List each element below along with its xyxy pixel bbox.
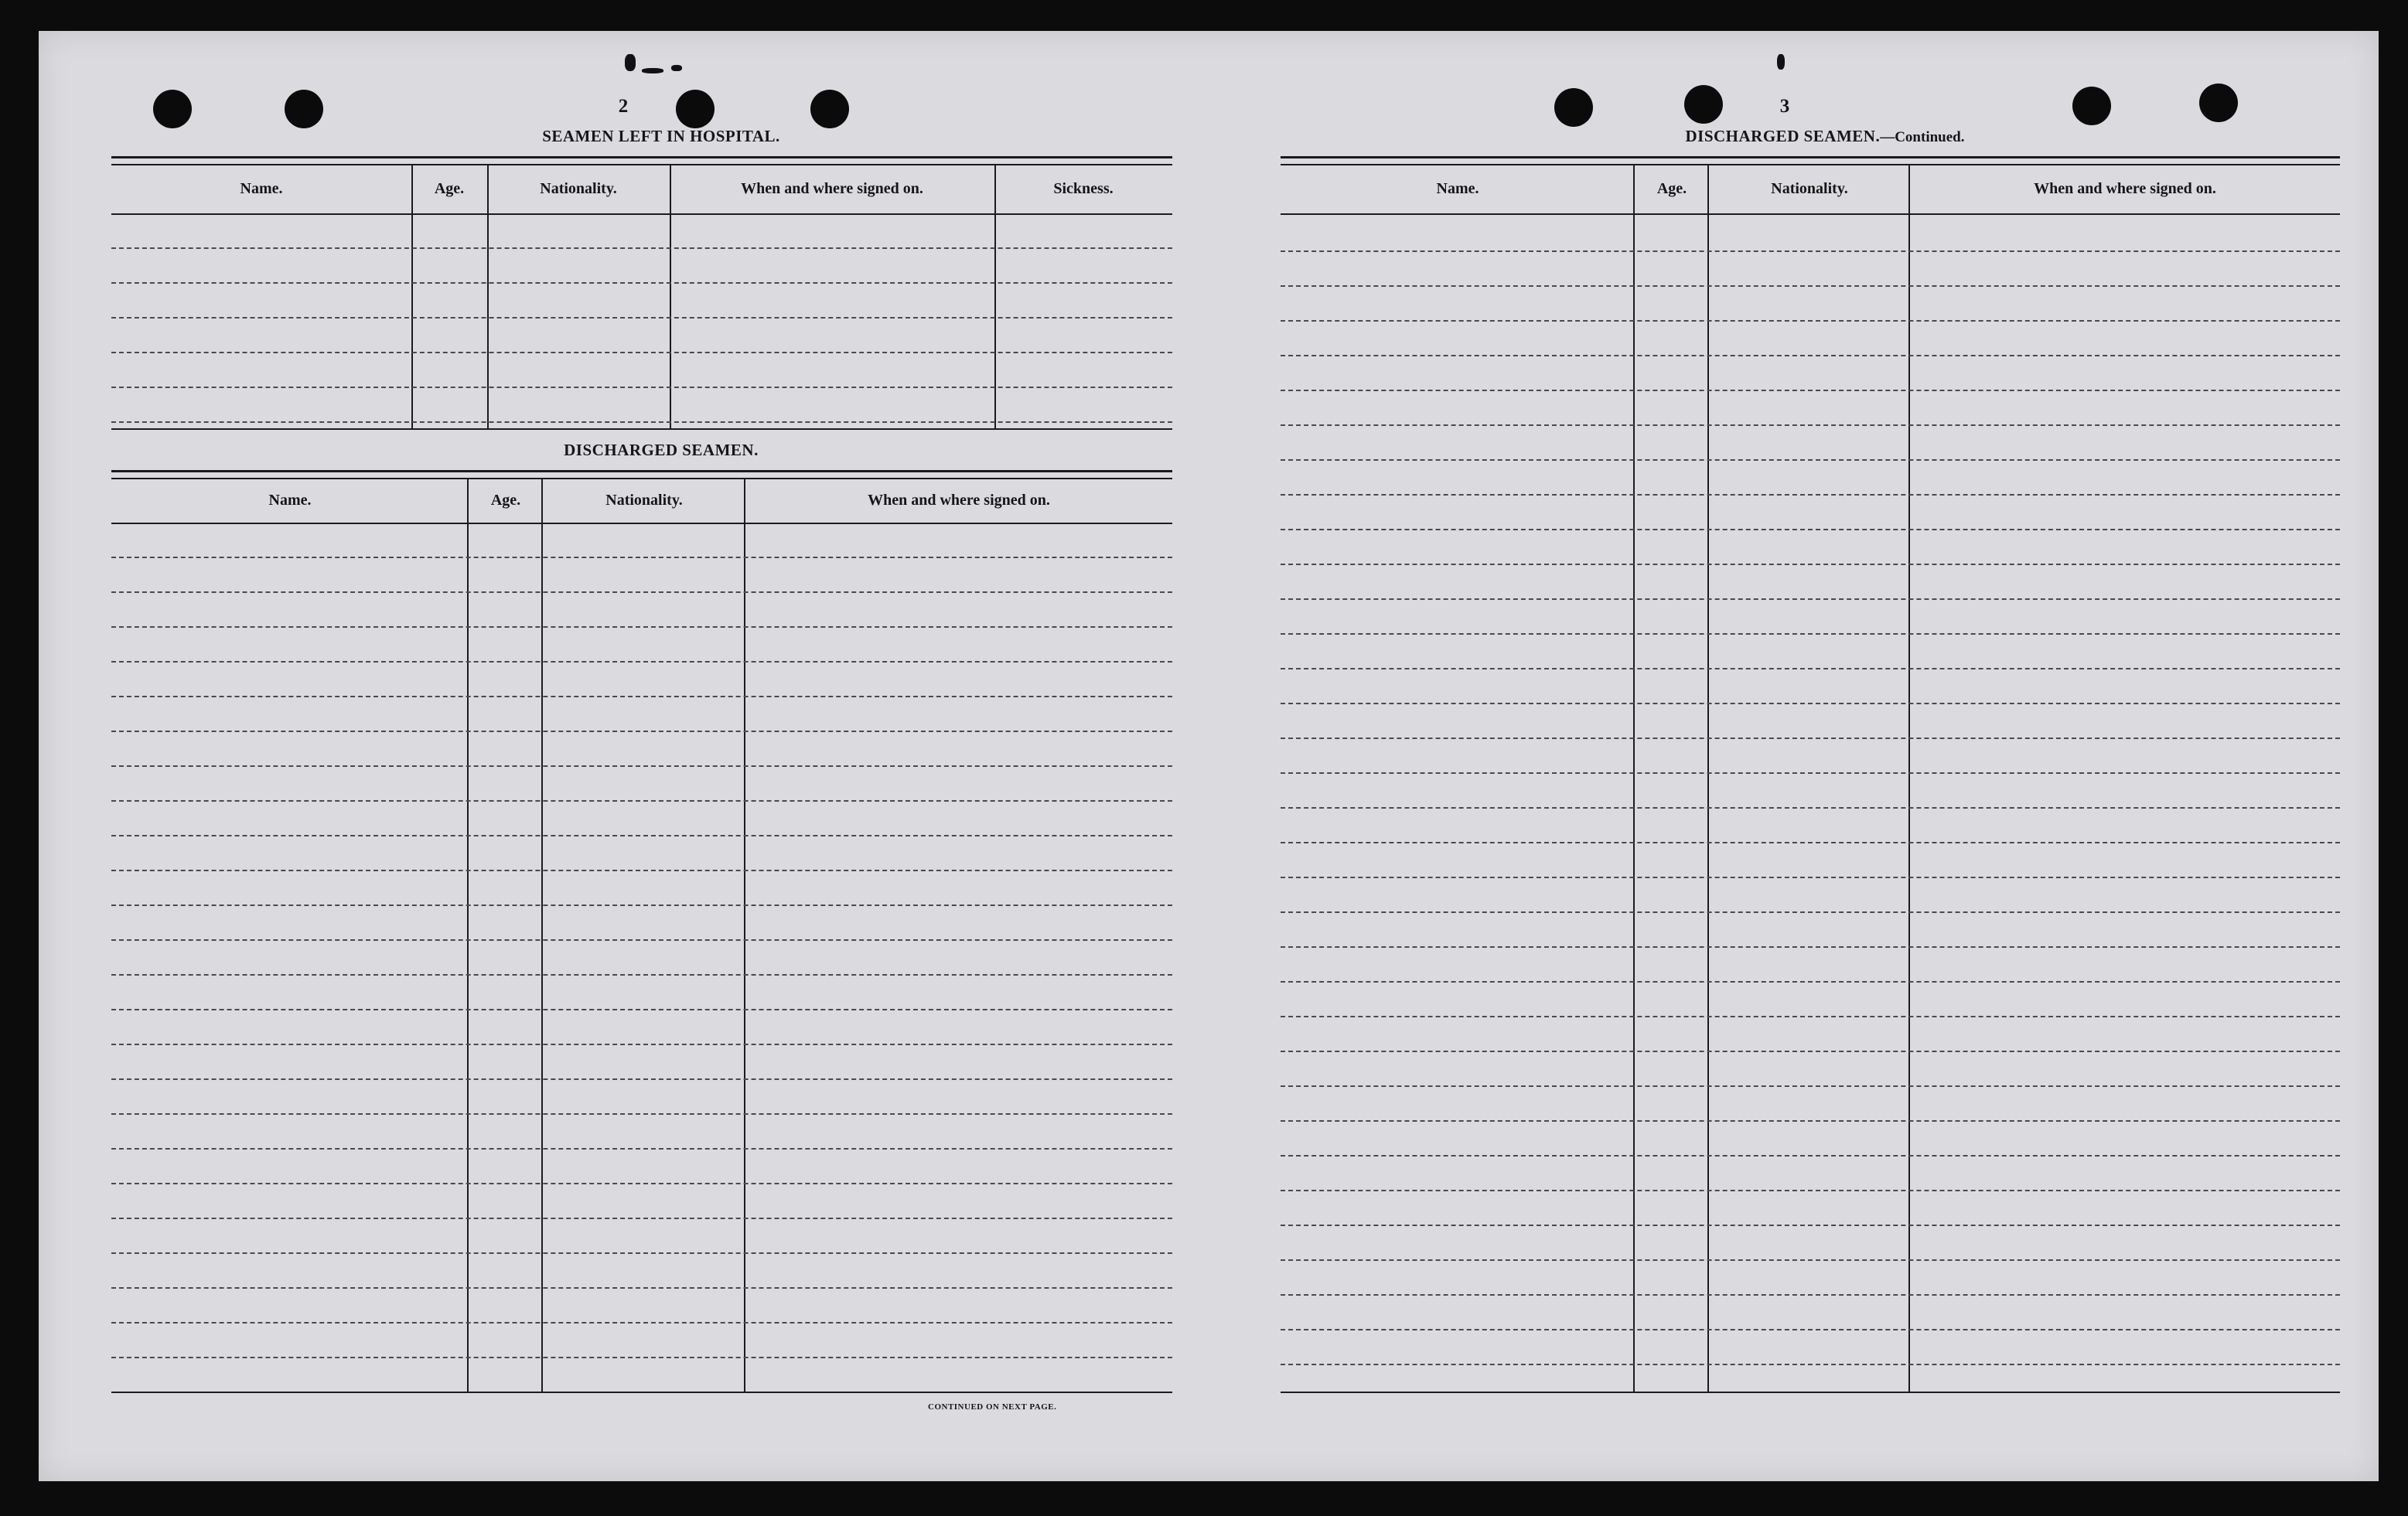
entry-row-line [1281, 1364, 2340, 1365]
entry-row-line [111, 800, 1172, 802]
punch-hole [2072, 87, 2111, 125]
entry-row-line [1281, 1259, 2340, 1261]
column-header-name: Name. [268, 491, 312, 509]
entry-row-line [1281, 807, 2340, 809]
entry-row-line [111, 696, 1172, 697]
column-divider [670, 164, 671, 430]
entry-row-line [111, 1148, 1172, 1150]
section-title-discharged-continued [1570, 127, 2080, 146]
entry-row-line [1281, 1155, 2340, 1157]
entry-row-line [111, 352, 1172, 353]
column-header-signed-on: When and where signed on. [868, 491, 1050, 509]
header-rule [111, 213, 1172, 215]
entry-row-line [1281, 633, 2340, 635]
entry-row-line [1281, 529, 2340, 530]
column-divider [1707, 164, 1709, 1393]
column-divider [487, 164, 489, 430]
title-main: DISCHARGED SEAMEN. [1685, 127, 1881, 145]
punch-hole [676, 90, 715, 128]
punch-hole [810, 90, 849, 128]
punch-hole [1554, 88, 1593, 127]
page-number: 2 [618, 96, 629, 117]
entry-row-line [1281, 1225, 2340, 1226]
section-title-discharged: DISCHARGED SEAMEN. [564, 441, 759, 459]
entry-row-line [111, 1009, 1172, 1010]
entry-row-line [1281, 459, 2340, 461]
table-bottom-rule [111, 1392, 1172, 1393]
header-rule [111, 523, 1172, 524]
page-number: 3 [1779, 96, 1790, 117]
column-divider [541, 478, 543, 1393]
ink-mark [625, 54, 636, 71]
entry-row-line [111, 1078, 1172, 1080]
entry-row-line [111, 1252, 1172, 1254]
entry-row-line [111, 731, 1172, 732]
entry-row-line [1281, 424, 2340, 426]
entry-row-line [111, 765, 1172, 767]
column-divider [994, 164, 996, 430]
entry-row-line [111, 1287, 1172, 1289]
column-header-name: Name. [1436, 179, 1479, 197]
entry-row-line [111, 1044, 1172, 1045]
punch-hole [2199, 83, 2238, 122]
entry-row-line [111, 421, 1172, 423]
ink-mark [671, 65, 682, 71]
section-title-hospital: SEAMEN LEFT IN HOSPITAL. [542, 127, 780, 145]
entry-row-line [111, 626, 1172, 628]
entry-row-line [1281, 842, 2340, 843]
entry-row-line [111, 904, 1172, 906]
column-header-signed-on: When and where signed on. [741, 179, 923, 197]
entry-row-line [111, 591, 1172, 593]
column-divider [1908, 164, 1910, 1393]
ink-mark [1777, 54, 1785, 70]
column-header-nationality: Nationality. [605, 491, 683, 509]
entry-row-line [111, 557, 1172, 558]
entry-row-line [1281, 1016, 2340, 1017]
column-divider [467, 478, 469, 1393]
discharged-continued-table [1281, 164, 2340, 1393]
entry-row-line [111, 974, 1172, 976]
entry-row-line [1281, 946, 2340, 948]
title-suffix: —Continued. [1880, 129, 1965, 145]
entry-row-line [111, 387, 1172, 388]
hospital-table [111, 164, 1172, 430]
entry-row-line [111, 317, 1172, 319]
continued-note: CONTINUED ON NEXT PAGE. [928, 1402, 1057, 1412]
entry-row-line [1281, 911, 2340, 913]
entry-row-line [111, 835, 1172, 836]
entry-row-line [1281, 772, 2340, 774]
entry-row-line [111, 870, 1172, 871]
column-header-sickness: Sickness. [1053, 179, 1114, 197]
entry-row-line [111, 1113, 1172, 1115]
column-header-age: Age. [434, 179, 465, 197]
entry-row-line [1281, 355, 2340, 356]
entry-row-line [1281, 877, 2340, 878]
entry-row-line [1281, 1085, 2340, 1087]
column-header-signed-on: When and where signed on. [2034, 179, 2216, 197]
header-rule [1281, 213, 2340, 215]
entry-row-line [1281, 703, 2340, 704]
entry-row-line [1281, 564, 2340, 565]
column-divider [411, 164, 413, 430]
column-header-nationality: Nationality. [1771, 179, 1848, 197]
entry-row-line [1281, 598, 2340, 600]
form-sheet [39, 31, 2379, 1481]
entry-row-line [1281, 1294, 2340, 1296]
column-divider [744, 478, 745, 1393]
punch-hole [1684, 85, 1723, 124]
punch-hole [153, 90, 192, 128]
table-bottom-rule [111, 428, 1172, 430]
entry-row-line [111, 1218, 1172, 1219]
entry-row-line [111, 247, 1172, 249]
table-bottom-rule [1281, 1392, 2340, 1393]
entry-row-line [111, 939, 1172, 941]
entry-row-line [1281, 320, 2340, 322]
punch-hole [285, 90, 323, 128]
entry-row-line [1281, 1190, 2340, 1191]
entry-row-line [1281, 668, 2340, 669]
entry-row-line [111, 282, 1172, 284]
entry-row-line [111, 1183, 1172, 1184]
entry-row-line [111, 661, 1172, 663]
entry-row-line [1281, 494, 2340, 496]
column-header-age: Age. [490, 491, 521, 509]
entry-row-line [111, 1357, 1172, 1358]
column-header-age: Age. [1656, 179, 1687, 197]
entry-row-line [1281, 981, 2340, 983]
entry-row-line [1281, 1051, 2340, 1052]
entry-row-line [1281, 390, 2340, 391]
entry-row-line [1281, 1120, 2340, 1122]
ink-mark [642, 68, 663, 73]
entry-row-line [1281, 250, 2340, 252]
entry-row-line [1281, 738, 2340, 739]
entry-row-line [1281, 1329, 2340, 1330]
column-header-name: Name. [240, 179, 283, 197]
entry-row-line [1281, 285, 2340, 287]
entry-row-line [111, 1322, 1172, 1324]
column-header-nationality: Nationality. [540, 179, 617, 197]
discharged-table [111, 478, 1172, 1393]
column-divider [1633, 164, 1635, 1393]
